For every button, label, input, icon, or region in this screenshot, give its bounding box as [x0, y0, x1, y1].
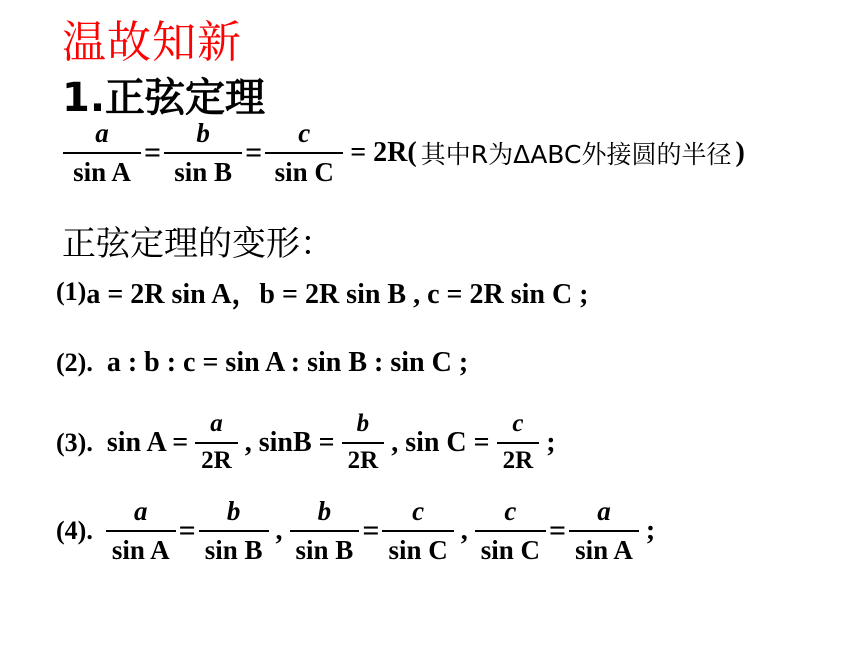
variant-1-label: (1) — [56, 277, 87, 306]
variant-2-label: (2). — [56, 348, 93, 377]
formula-close: ) — [735, 137, 745, 169]
fraction-b-over-sinB: $\frac{b}{\text{sin B}}$ — [199, 496, 269, 566]
variant-1 — [56, 272, 593, 312]
variant-3-sinB-lhs: , sinB = — [244, 426, 335, 458]
formula-rhs: = 2R( — [350, 137, 417, 169]
slide-title: 温故知新 — [62, 17, 242, 68]
variant-4-label: (4). — [56, 516, 93, 546]
fraction-c-over-sinC: $\frac{c}{\text{sin C}}$ — [475, 496, 546, 566]
variant-3-sinA-lhs: sin A = — [106, 426, 189, 458]
law-of-sines-formula — [60, 118, 749, 188]
fraction-a-over-2R: $\frac{a}{2R}$ — [195, 410, 238, 476]
semicolon: ; — [645, 515, 656, 547]
fraction-c-over-sinC: $\frac{c}{\text{sin C}}$ — [265, 118, 343, 188]
variant-3 — [56, 410, 560, 476]
fraction-b-over-sinB: $\frac{b}{\text{sin B}}$ — [290, 496, 360, 566]
variant-3-label: (3). — [56, 427, 93, 457]
section-heading: 1.正弦定理 — [62, 75, 266, 121]
equals-sign: = — [144, 136, 162, 170]
semicolon: ; — [546, 426, 556, 458]
variant-2 — [56, 347, 472, 379]
equals-sign: = — [362, 514, 380, 548]
fraction-b-over-2R: $\frac{b}{2R}$ — [342, 410, 385, 476]
equals-sign: = — [245, 136, 263, 170]
fraction-a-over-sinA: $\frac{a}{\text{sin A}}$ — [63, 118, 141, 188]
variant-2-text: a : b : c = sin A : sin B : sin C ; — [106, 347, 469, 378]
variant-1-text: a = 2R sin A，b = 2R sin B , c = 2R sin C ; — [86, 279, 589, 310]
formula-note: 其中R为ΔABC外接圆的半径 — [420, 140, 732, 170]
comma: , — [275, 515, 283, 547]
fraction-a-over-sinA: $\frac{a}{\text{sin A}}$ — [569, 496, 639, 566]
fraction-b-over-sinB: $\frac{b}{\text{sin B}}$ — [164, 118, 242, 188]
equals-sign: = — [178, 514, 196, 548]
variants-heading: 正弦定理的变形： — [62, 224, 334, 264]
equals-sign: = — [549, 514, 567, 548]
fraction-a-over-sinA: $\frac{a}{\text{sin A}}$ — [106, 496, 176, 566]
variant-4 — [56, 496, 659, 566]
comma: , — [460, 515, 468, 547]
variant-3-sinC-lhs: , sin C = — [391, 426, 490, 458]
fraction-c-over-sinC: $\frac{c}{\text{sin C}}$ — [382, 496, 453, 566]
fraction-c-over-2R: $\frac{c}{2R}$ — [497, 410, 540, 476]
